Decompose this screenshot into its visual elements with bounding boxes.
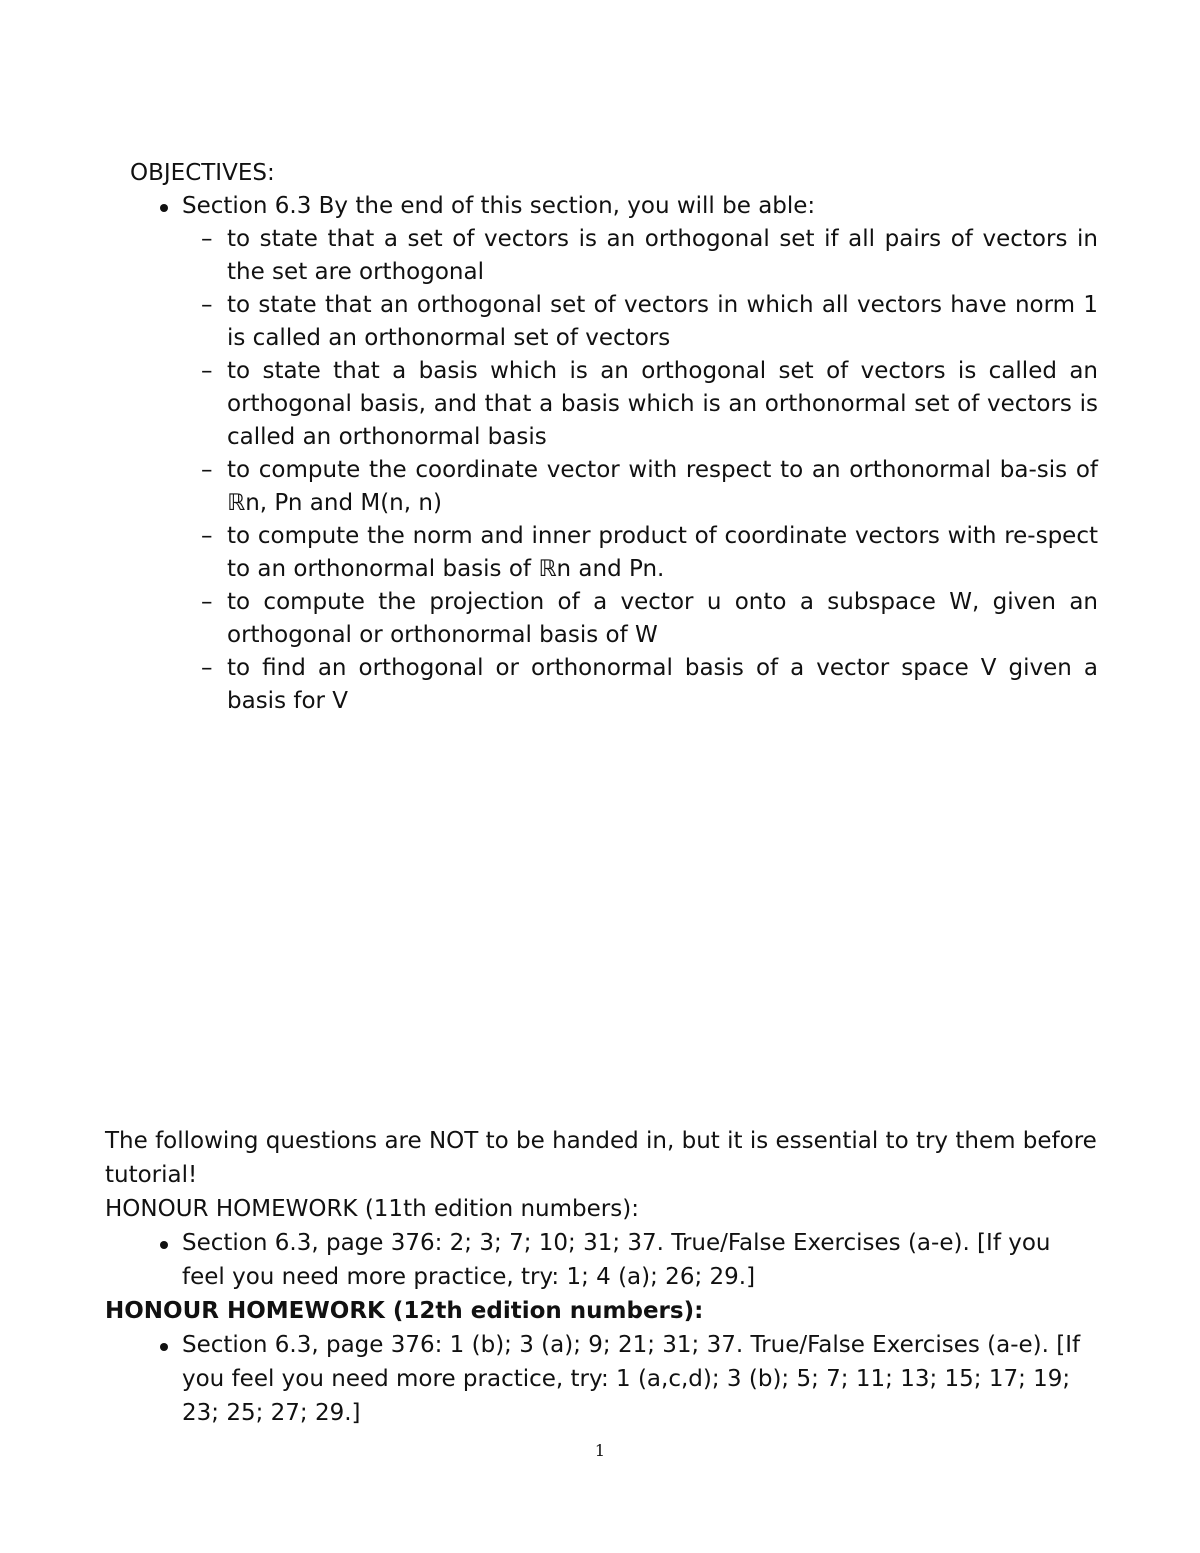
objective-text: to compute the norm and inner product of coordinate vectors with re-spect to an orthonormal basis of ℝn and Pn. [227,523,1098,582]
objective-item [130,454,1098,520]
objective-text: to state that a basis which is an orthogonal set of vectors is called an orthogonal basis, and that a basis which is an orthonormal set of vectors is called an orthonormal basis [227,358,1098,450]
homework-section [105,1124,1098,1430]
dash-icon: – [201,457,213,483]
objective-item [130,520,1098,586]
homework-11th-item [105,1226,1098,1294]
objective-item [130,652,1098,718]
objective-text: to compute the projection of a vector u onto a subspace W, given an orthogonal or orthonormal basis of W [227,589,1098,648]
homework-12th-title: HONOUR HOMEWORK (12th edition numbers): [105,1298,704,1324]
section-bullet-item [130,190,1098,223]
objectives-section [130,157,1098,718]
dash-icon: – [201,292,213,318]
page-number: 1 [594,1441,606,1460]
objective-item [130,355,1098,454]
homework-11th-title: HONOUR HOMEWORK (11th edition numbers): [105,1196,639,1222]
bullet-icon [160,204,168,212]
objective-item [130,289,1098,355]
homework-11th-text: Section 6.3, page 376: 2; 3; 7; 10; 31; 37. True/False Exercises (a-e). [If you feel you need more practice, try: 1; 4 (a); 26; 29.] [182,1230,1051,1290]
dash-icon: – [201,226,213,252]
objective-list [130,223,1098,718]
objective-text: to state that an orthogonal set of vectors in which all vectors have norm 1 is called an orthonormal set of vectors [227,292,1098,351]
homework-intro: The following questions are NOT to be handed in, but it is essential to try them before tutorial! [105,1128,1097,1188]
homework-12th-text: Section 6.3, page 376: 1 (b); 3 (a); 9; 21; 31; 37. True/False Exercises (a-e). [If you feel you need more practice, try: 1 (a,c,d); 3 (b); 5; 7; 11; 13; 15; 17; 19; 23; 25; 27; 29.] [182,1332,1081,1426]
bullet-icon [160,1241,168,1249]
objective-item [130,223,1098,289]
homework-12th-item [105,1328,1098,1430]
objective-text: to find an orthogonal or orthonormal basis of a vector space V given a basis for V [227,655,1098,714]
objective-text: to state that a set of vectors is an orthogonal set if all pairs of vectors in the set are orthogonal [227,226,1098,285]
dash-icon: – [201,523,213,549]
bullet-icon [160,1343,168,1351]
objective-text: to compute the coordinate vector with respect to an orthonormal ba-sis of ℝn, Pn and M(n, n) [227,457,1098,516]
dash-icon: – [201,358,213,384]
dash-icon: – [201,589,213,615]
objectives-title: OBJECTIVES: [130,160,275,186]
section-intro: Section 6.3 By the end of this section, you will be able: [182,193,816,219]
dash-icon: – [201,655,213,681]
objective-item [130,586,1098,652]
